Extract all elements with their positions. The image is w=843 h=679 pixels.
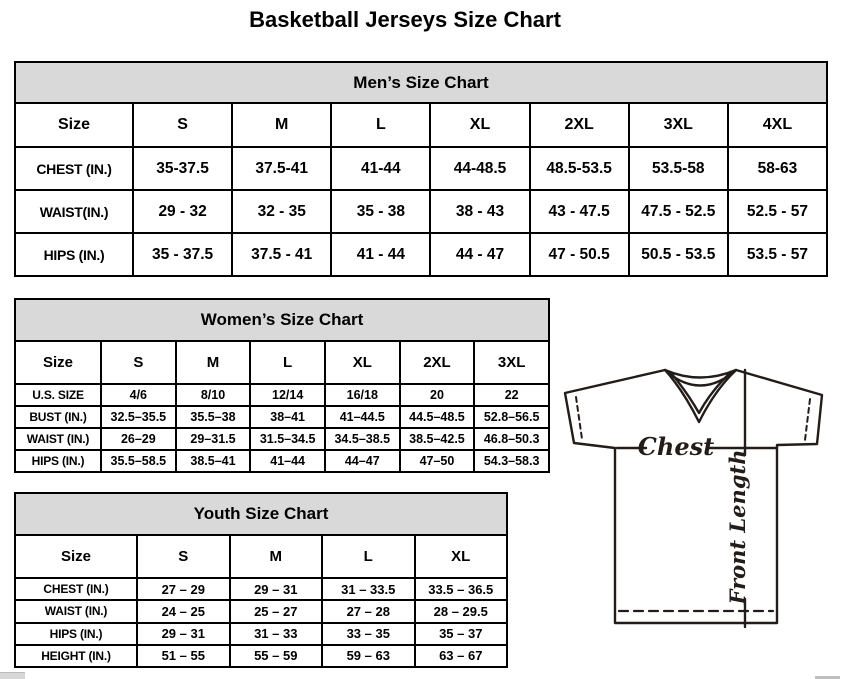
size-header-cell: 2XL	[530, 103, 629, 147]
size-range-cell: 48.5-53.5	[530, 147, 629, 190]
size-range-cell: 29 – 31	[230, 578, 323, 600]
size-range-cell: 32 - 35	[232, 190, 331, 233]
size-range-cell: 4/6	[101, 384, 176, 406]
measurement-row	[15, 600, 507, 622]
size-range-cell: 43 - 47.5	[530, 190, 629, 233]
size-range-cell: 29 - 32	[133, 190, 232, 233]
size-range-cell: 52.5 - 57	[728, 190, 827, 233]
size-range-cell: 29 – 31	[137, 623, 230, 645]
measurement-row	[15, 623, 507, 645]
size-range-cell: 31.5–34.5	[250, 428, 325, 450]
size-column-label: Size	[15, 341, 101, 384]
size-range-cell: 35 – 37	[415, 623, 508, 645]
mens-size-header-row	[15, 103, 827, 147]
mens-table-body	[15, 147, 827, 276]
size-range-cell: 53.5 - 57	[728, 233, 827, 276]
size-range-cell: 35 - 37.5	[133, 233, 232, 276]
womens-table-body	[15, 384, 549, 472]
jersey-outline-icon	[565, 370, 822, 627]
mens-table-head	[15, 62, 827, 147]
size-range-cell: 32.5–35.5	[101, 406, 176, 428]
size-range-cell: 8/10	[176, 384, 251, 406]
size-range-cell: 28 – 29.5	[415, 600, 508, 622]
measurement-row-label: HEIGHT (IN.)	[15, 645, 137, 667]
size-header-cell: L	[250, 341, 325, 384]
youth-size-chart-table	[14, 492, 508, 668]
youth-table-title: Youth Size Chart	[15, 493, 507, 535]
size-range-cell: 41-44	[331, 147, 430, 190]
size-range-cell: 33 – 35	[322, 623, 415, 645]
size-range-cell: 38.5–42.5	[400, 428, 475, 450]
measurement-row-label: WAIST (IN.)	[15, 600, 137, 622]
size-range-cell: 35.5–58.5	[101, 450, 176, 472]
mens-table-title-row	[15, 62, 827, 103]
size-range-cell: 24 – 25	[137, 600, 230, 622]
size-range-cell: 44–47	[325, 450, 400, 472]
front-length-measure-label: Front Length	[725, 449, 750, 605]
mens-size-chart-table	[14, 61, 828, 277]
size-header-cell: S	[101, 341, 176, 384]
size-range-cell: 27 – 29	[137, 578, 230, 600]
size-range-cell: 41–44.5	[325, 406, 400, 428]
size-header-cell: L	[322, 535, 415, 578]
size-header-cell: 4XL	[728, 103, 827, 147]
size-range-cell: 51 – 55	[137, 645, 230, 667]
size-range-cell: 35.5–38	[176, 406, 251, 428]
size-column-label: Size	[15, 103, 133, 147]
size-range-cell: 33.5 – 36.5	[415, 578, 508, 600]
mens-table-title: Men’s Size Chart	[15, 62, 827, 103]
size-range-cell: 37.5-41	[232, 147, 331, 190]
size-header-cell: L	[331, 103, 430, 147]
measurement-row-label: CHEST (IN.)	[15, 147, 133, 190]
size-range-cell: 31 – 33	[230, 623, 323, 645]
size-range-cell: 52.8–56.5	[474, 406, 549, 428]
measurement-row	[15, 233, 827, 276]
measurement-row-label: BUST (IN.)	[15, 406, 101, 428]
size-range-cell: 44-48.5	[430, 147, 529, 190]
size-range-cell: 20	[400, 384, 475, 406]
chest-measure-label: Chest	[637, 432, 715, 461]
measurement-row-label: HIPS (IN.)	[15, 450, 101, 472]
measurement-row	[15, 428, 549, 450]
size-range-cell: 38 - 43	[430, 190, 529, 233]
youth-table-body	[15, 578, 507, 667]
size-range-cell: 12/14	[250, 384, 325, 406]
measurement-row-label: U.S. SIZE	[15, 384, 101, 406]
size-header-cell: M	[232, 103, 331, 147]
womens-table-title-row	[15, 299, 549, 341]
size-range-cell: 44 - 47	[430, 233, 529, 276]
size-header-cell: 3XL	[629, 103, 728, 147]
size-range-cell: 22	[474, 384, 549, 406]
size-header-cell: M	[176, 341, 251, 384]
womens-table-title: Women’s Size Chart	[15, 299, 549, 341]
youth-size-header-row	[15, 535, 507, 578]
size-range-cell: 26–29	[101, 428, 176, 450]
womens-size-header-row	[15, 341, 549, 384]
size-range-cell: 16/18	[325, 384, 400, 406]
size-header-cell: S	[137, 535, 230, 578]
measurement-row	[15, 450, 549, 472]
size-header-cell: XL	[430, 103, 529, 147]
womens-size-chart-table	[14, 298, 550, 473]
size-range-cell: 35-37.5	[133, 147, 232, 190]
horizontal-scrollbar-thumb[interactable]	[0, 672, 25, 679]
size-range-cell: 34.5–38.5	[325, 428, 400, 450]
size-range-cell: 63 – 67	[415, 645, 508, 667]
size-range-cell: 44.5–48.5	[400, 406, 475, 428]
size-range-cell: 27 – 28	[322, 600, 415, 622]
size-range-cell: 31 – 33.5	[322, 578, 415, 600]
size-range-cell: 41 - 44	[331, 233, 430, 276]
measurement-row-label: WAIST(IN.)	[15, 190, 133, 233]
page-title: Basketball Jerseys Size Chart	[249, 7, 561, 32]
size-range-cell: 54.3–58.3	[474, 450, 549, 472]
size-range-cell: 47 - 50.5	[530, 233, 629, 276]
youth-table-head	[15, 493, 507, 578]
jersey-measurement-diagram	[556, 358, 843, 646]
womens-table-head	[15, 299, 549, 384]
size-range-cell: 59 – 63	[322, 645, 415, 667]
measurement-row	[15, 578, 507, 600]
size-range-cell: 29–31.5	[176, 428, 251, 450]
measurement-row	[15, 645, 507, 667]
size-range-cell: 37.5 - 41	[232, 233, 331, 276]
measurement-row	[15, 147, 827, 190]
measurement-row-label: WAIST (IN.)	[15, 428, 101, 450]
size-range-cell: 35 - 38	[331, 190, 430, 233]
size-range-cell: 58-63	[728, 147, 827, 190]
measurement-row	[15, 190, 827, 233]
size-range-cell: 53.5-58	[629, 147, 728, 190]
size-header-cell: XL	[415, 535, 508, 578]
size-range-cell: 38.5–41	[176, 450, 251, 472]
size-range-cell: 25 – 27	[230, 600, 323, 622]
size-range-cell: 41–44	[250, 450, 325, 472]
size-header-cell: 2XL	[400, 341, 475, 384]
size-range-cell: 38–41	[250, 406, 325, 428]
measurement-row	[15, 406, 549, 428]
measurement-row-label: CHEST (IN.)	[15, 578, 137, 600]
size-column-label: Size	[15, 535, 137, 578]
size-range-cell: 50.5 - 53.5	[629, 233, 728, 276]
size-header-cell: 3XL	[474, 341, 549, 384]
size-header-cell: S	[133, 103, 232, 147]
size-range-cell: 46.8–50.3	[474, 428, 549, 450]
size-range-cell: 47–50	[400, 450, 475, 472]
size-header-cell: XL	[325, 341, 400, 384]
measurement-row-label: HIPS (IN.)	[15, 623, 137, 645]
size-header-cell: M	[230, 535, 323, 578]
size-range-cell: 47.5 - 52.5	[629, 190, 728, 233]
measurement-row	[15, 384, 549, 406]
youth-table-title-row	[15, 493, 507, 535]
size-range-cell: 55 – 59	[230, 645, 323, 667]
measurement-row-label: HIPS (IN.)	[15, 233, 133, 276]
